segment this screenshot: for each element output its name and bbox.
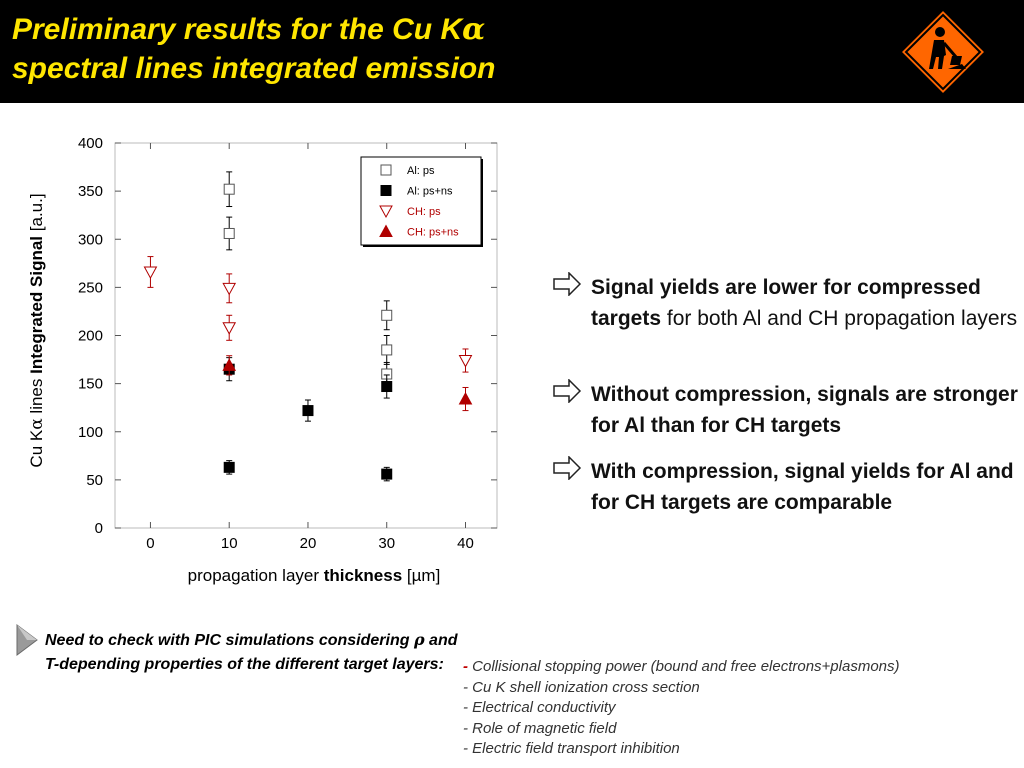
list-item bbox=[463, 657, 1023, 678]
legend-label: CH: ps+ns bbox=[407, 226, 459, 239]
y-tick-label: 0 bbox=[94, 520, 103, 537]
y-tick-label: 400 bbox=[77, 135, 103, 152]
data-point bbox=[224, 228, 234, 238]
data-point bbox=[382, 345, 392, 355]
scatter-chart bbox=[0, 103, 520, 590]
alpha-symbol: α bbox=[462, 12, 486, 47]
bullet-bold-text: Without compression, signals are stronger for Al than for CH targets bbox=[591, 383, 1018, 437]
right-arrow-icon bbox=[552, 379, 582, 403]
x-tick-label: 40 bbox=[457, 535, 474, 552]
x-axis-label: propagation layer thickness [µm] bbox=[187, 566, 441, 585]
note-text-part: and T-depending properties of the different target layers: bbox=[45, 632, 458, 673]
list-item: - Role of magnetic field bbox=[463, 719, 617, 737]
bullet-text bbox=[591, 379, 1021, 441]
legend-label: Al: ps bbox=[407, 165, 435, 177]
note-text bbox=[45, 628, 465, 677]
x-tick-label: 30 bbox=[378, 535, 396, 552]
data-point bbox=[224, 184, 234, 194]
triangle-arrow-icon bbox=[16, 624, 38, 656]
y-tick-label: 350 bbox=[77, 183, 103, 201]
y-tick-label: 50 bbox=[86, 471, 103, 489]
rho-symbol: ρ bbox=[413, 630, 425, 649]
data-point bbox=[382, 469, 392, 479]
title-text: Preliminary results for the Cu K bbox=[12, 13, 463, 46]
bullet-bold-text: With compression, signal yields for Al and for CH targets are comparable bbox=[591, 460, 1014, 514]
list-item: - Cu K shell ionization cross section bbox=[463, 678, 700, 696]
y-tick-label: 100 bbox=[77, 423, 103, 441]
title-bar bbox=[0, 0, 1024, 103]
data-point bbox=[382, 310, 392, 320]
bullet-text bbox=[591, 456, 1021, 518]
y-tick-label: 200 bbox=[77, 327, 103, 345]
list-item-text: Collisional stopping power (bound and free electrons+plasmons) bbox=[472, 658, 900, 675]
list-dash: - bbox=[463, 658, 473, 675]
x-tick-label: 0 bbox=[146, 535, 155, 552]
list-item: - Electrical conductivity bbox=[463, 699, 616, 716]
data-point bbox=[382, 382, 392, 392]
x-tick-label: 10 bbox=[220, 535, 238, 552]
worker-road-sign-icon bbox=[900, 9, 986, 95]
right-arrow-icon bbox=[552, 272, 582, 296]
title-line-2: spectral lines integrated emission bbox=[12, 52, 496, 85]
list-item: - Electric field transport inhibition bbox=[463, 740, 680, 757]
considerations-list bbox=[463, 657, 1023, 760]
x-tick-label: 20 bbox=[299, 535, 317, 552]
bullet-text bbox=[591, 272, 1021, 334]
legend-marker bbox=[381, 165, 391, 175]
data-point bbox=[303, 406, 313, 416]
y-tick-label: 250 bbox=[77, 279, 103, 297]
title-line-1 bbox=[12, 12, 485, 47]
legend-label: CH: ps bbox=[407, 206, 441, 218]
bullet-bold-text: Signal yields are lower for compressed targets bbox=[591, 276, 981, 330]
bullet-normal-text: for both Al and CH propagation layers bbox=[661, 307, 1018, 330]
y-tick-label: 150 bbox=[77, 375, 103, 393]
y-tick-label: 300 bbox=[77, 231, 103, 249]
legend-label: Al: ps+ns bbox=[407, 185, 453, 198]
right-arrow-icon bbox=[552, 456, 582, 480]
y-axis-label: Cu Kα lines Integrated Signal [a.u.] bbox=[27, 193, 47, 468]
data-point bbox=[224, 462, 234, 472]
note-text-part: Need to check with PIC simulations considering bbox=[45, 632, 414, 649]
legend-marker bbox=[381, 186, 391, 196]
